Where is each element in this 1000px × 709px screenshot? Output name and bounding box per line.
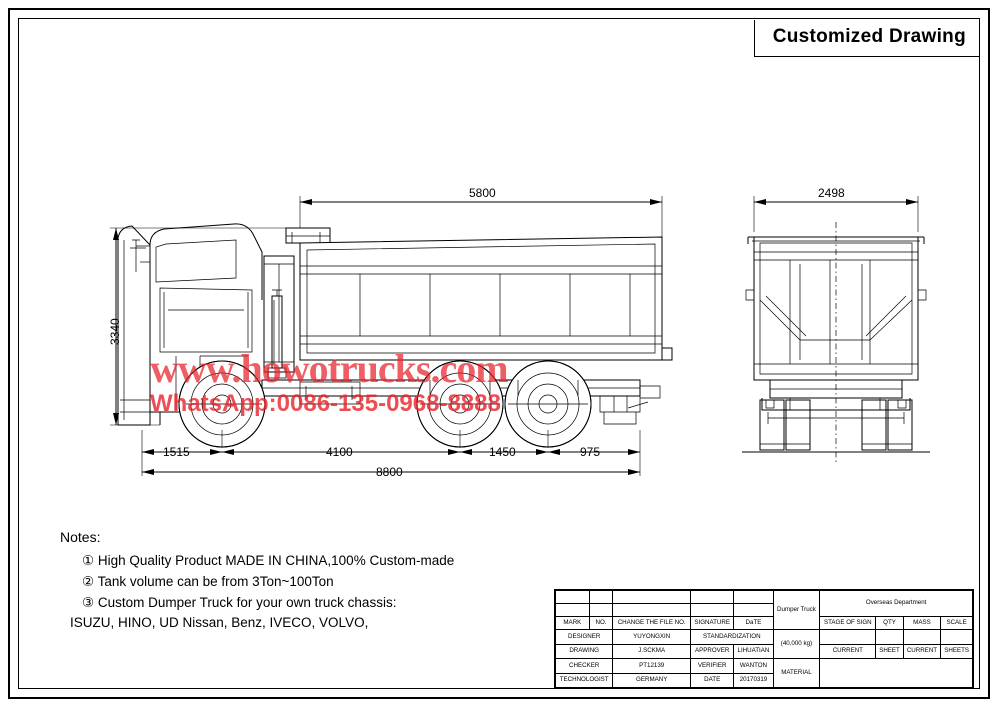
tb-row2-label2: APPROVER: [691, 644, 734, 658]
tb-col-no: NO.: [589, 617, 613, 630]
dim-975: 975: [580, 445, 601, 459]
tb-row1-label2: STANDARDIZATION: [691, 630, 774, 644]
tb-row2-value: J.SCKMA: [613, 644, 691, 658]
tb-grid-f3: CURRENT: [903, 644, 941, 658]
tb-col-signature: SIGNATURE: [691, 617, 734, 630]
tb-department: Overseas Department: [820, 591, 973, 617]
page-title: Customized Drawing: [772, 26, 966, 47]
tb-col-date: DaTE: [734, 617, 773, 630]
tb-row3-value2: WANTON: [734, 659, 773, 673]
tb-row3-label: CHECKER: [556, 659, 613, 673]
tb-empty-8: [613, 604, 691, 617]
note-item-1: ① High Quality Product MADE IN CHINA,100% Custom-made: [82, 552, 455, 568]
tb-part-name: Dumper Truck: [773, 591, 820, 630]
tb-part-weight: (40,000 kg): [773, 630, 820, 659]
tb-grid-v4: [941, 630, 973, 644]
tb-material-label: MATERIAL: [773, 659, 820, 688]
note-item-4: ISUZU, HINO, UD Nissan, Benz, IVECO, VOLVO,: [70, 615, 369, 631]
tb-row3-value: PT12139: [613, 659, 691, 673]
tb-row4-label2: DATE: [691, 673, 734, 688]
dim-3340: 3340: [108, 318, 122, 345]
tb-empty-7: [589, 604, 613, 617]
tb-grid-h3: MASS: [903, 617, 941, 630]
tb-empty-5: [734, 591, 773, 604]
note-item-3: ③ Custom Dumper Truck for your own truck chassis:: [82, 594, 397, 610]
watermark-url: www.howotrucks.com: [150, 346, 508, 391]
rear-view-group: [742, 196, 930, 462]
tb-empty-1: [556, 591, 590, 604]
tb-grid-v1: [820, 630, 876, 644]
notes-block: [60, 527, 454, 634]
tb-empty-9: [691, 604, 734, 617]
dim-4100: 4100: [326, 445, 353, 459]
tb-grid-v3: [903, 630, 941, 644]
tb-row4-value2: 20170319: [734, 673, 773, 688]
tb-col-mark: MARK: [556, 617, 590, 630]
dim-1450: 1450: [489, 445, 516, 459]
tb-grid-f2: SHEET: [876, 644, 903, 658]
tb-row3-label2: VERIFIER: [691, 659, 734, 673]
tb-empty-2: [589, 591, 613, 604]
watermark-whatsapp: WhatsApp:0086-135-0968-8888: [150, 390, 501, 417]
tb-empty-6: [556, 604, 590, 617]
tb-col-change: CHANGE THE FILE NO.: [613, 617, 691, 630]
dim-2498: 2498: [818, 186, 845, 200]
tb-empty-3: [613, 591, 691, 604]
tb-row1-value: YUYONGXIN: [613, 630, 691, 644]
tb-grid-f1: CURRENT: [820, 644, 876, 658]
tb-row2-label: DRAWING: [556, 644, 613, 658]
tb-grid-v2: [876, 630, 903, 644]
dim-5800: 5800: [469, 186, 496, 200]
notes-heading: Notes:: [60, 529, 101, 545]
tb-grid-h2: QTY: [876, 617, 903, 630]
dim-8800: 8800: [376, 465, 403, 479]
side-view-group: [110, 196, 672, 476]
dim-1515: 1515: [163, 445, 190, 459]
tb-grid-h1: STAGE OF SIGN: [820, 617, 876, 630]
tb-row1-label: DESIGNER: [556, 630, 613, 644]
title-block: [554, 589, 974, 689]
tb-row4-value: GERMANY: [613, 673, 691, 688]
tb-empty-4: [691, 591, 734, 604]
tb-grid-f4: SHEETS: [941, 644, 973, 658]
tb-grid-h4: SCALE: [941, 617, 973, 630]
tb-empty-10: [734, 604, 773, 617]
note-item-2: ② Tank volume can be from 3Ton~100Ton: [82, 573, 334, 589]
tb-row4-label: TECHNOLOGIST: [556, 673, 613, 688]
tb-material-value: [820, 659, 973, 688]
tb-row2-value2: LIHUATIAN: [734, 644, 773, 658]
